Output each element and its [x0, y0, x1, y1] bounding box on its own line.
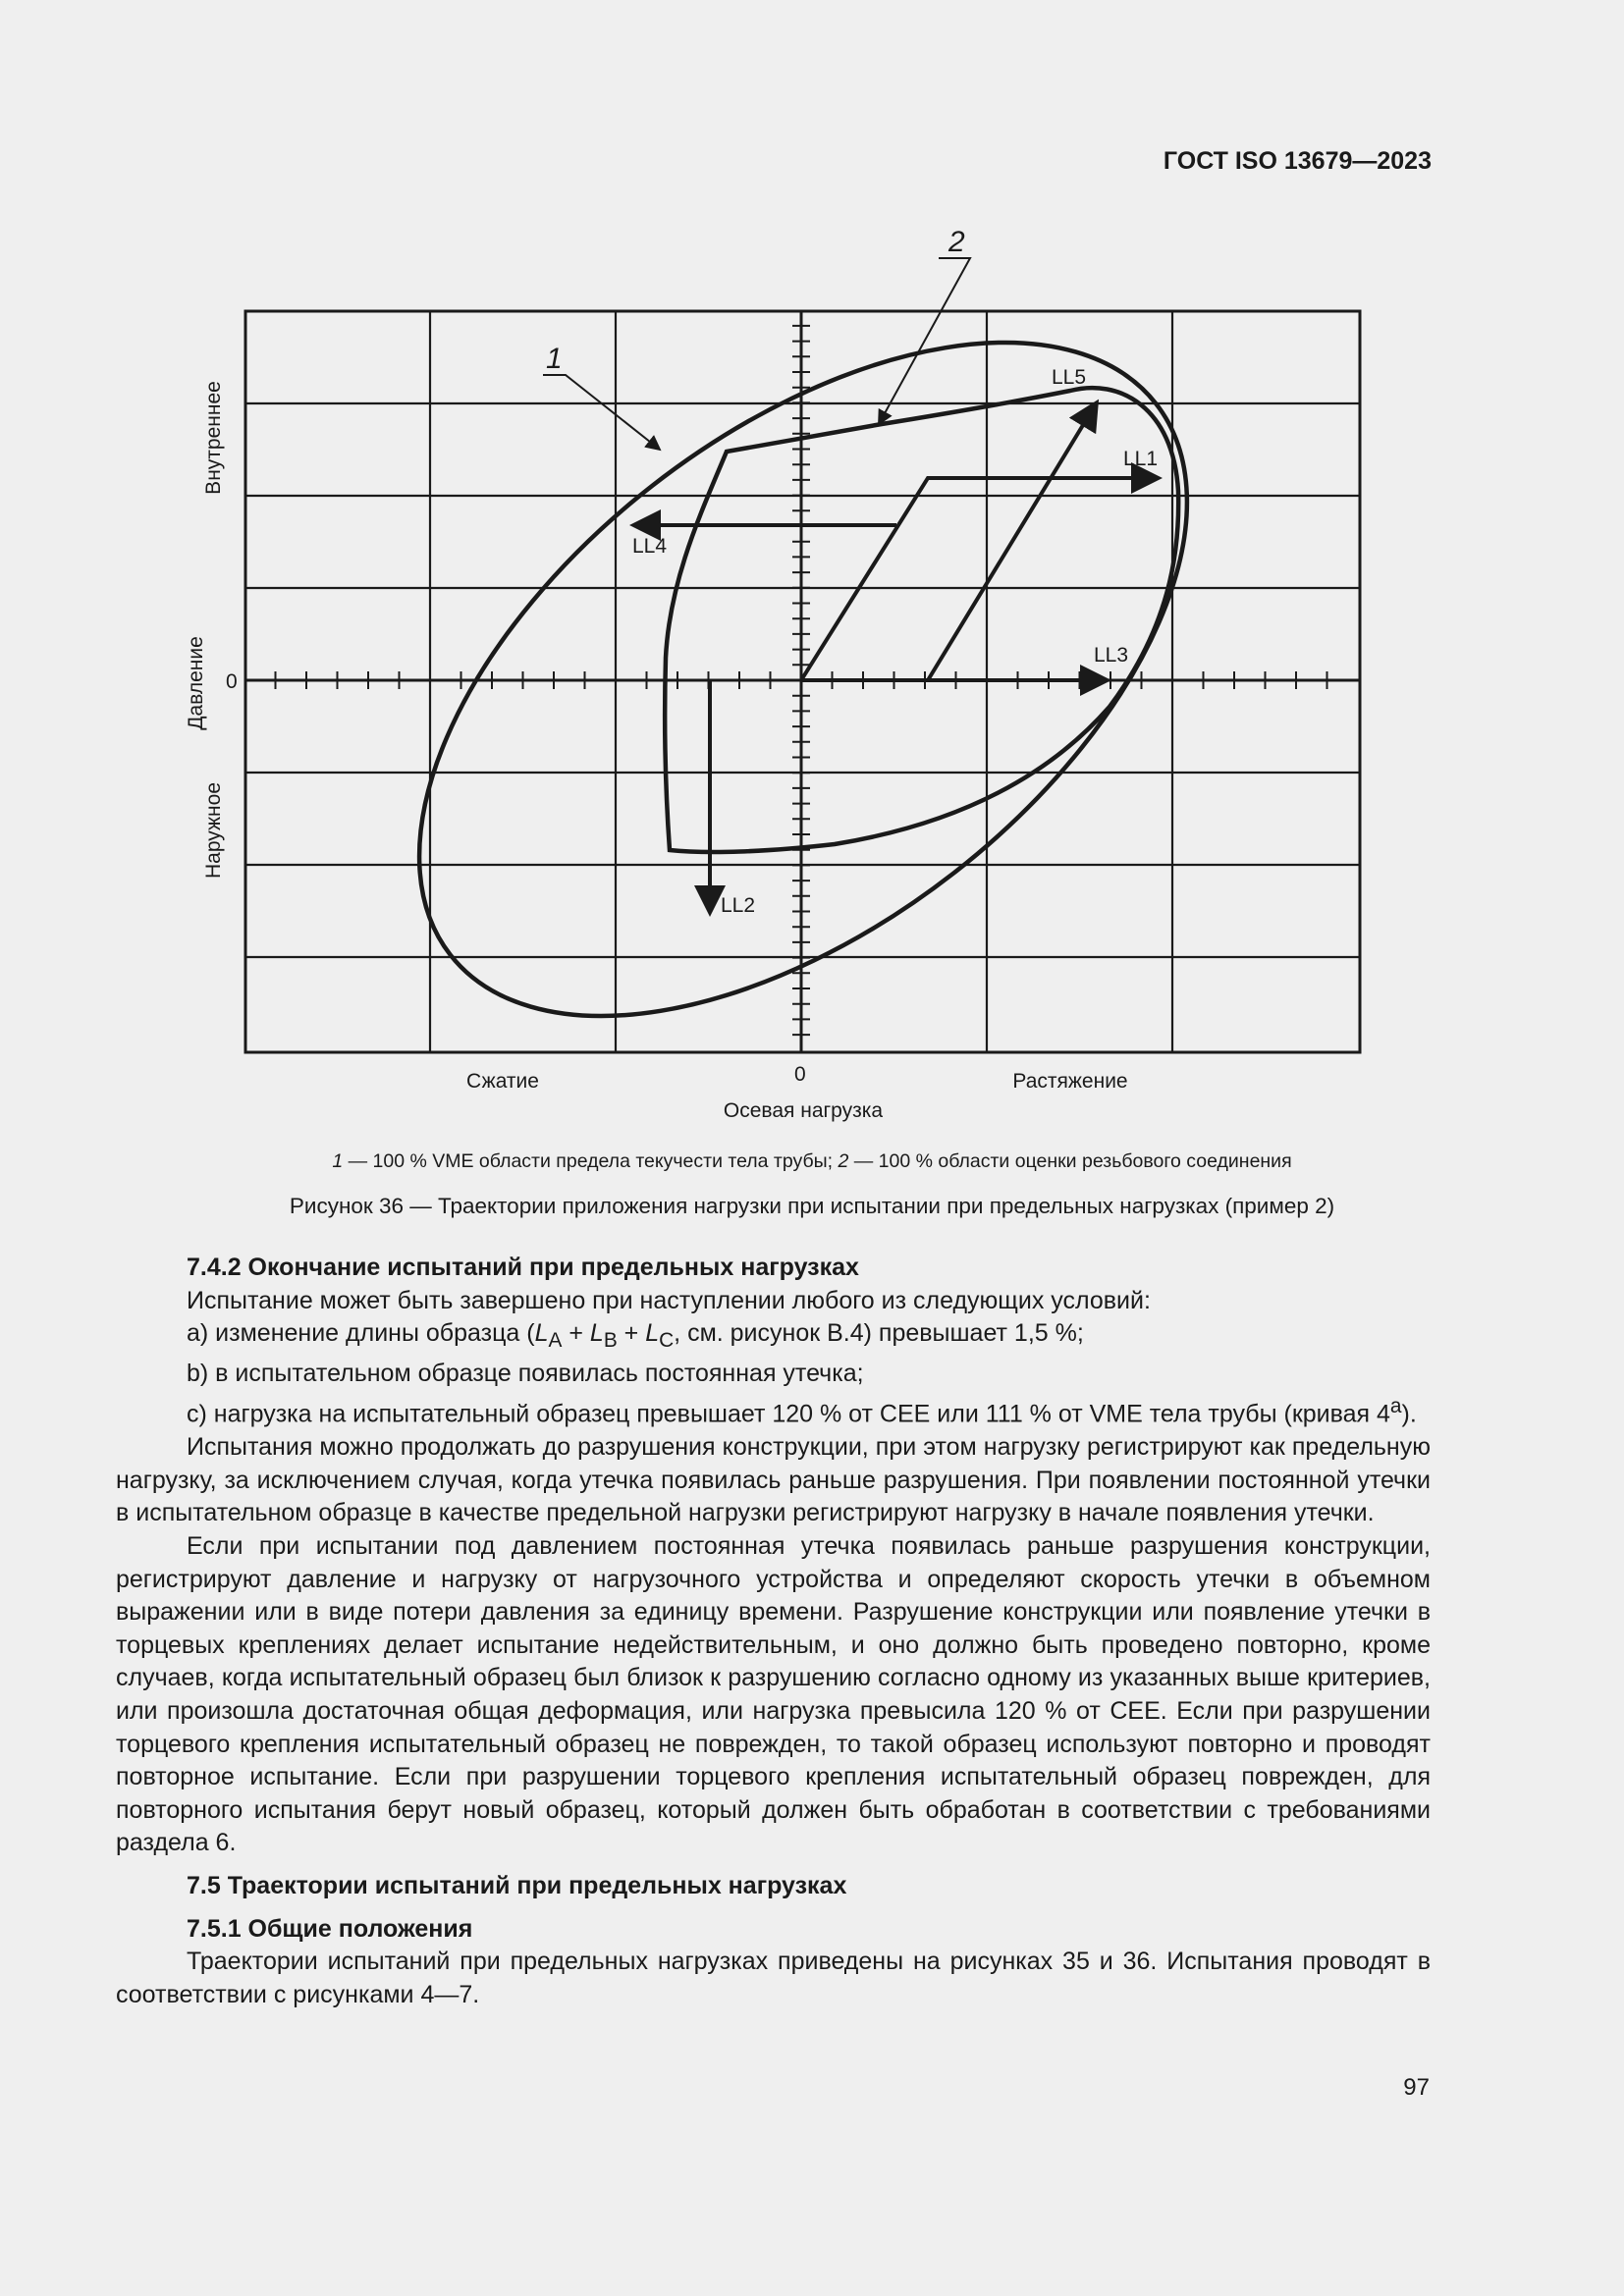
y-label-external: Наружное: [202, 781, 225, 880]
legend-key-2: 2: [838, 1150, 849, 1172]
legend-text-2: — 100 % области оценки резьбового соединения: [848, 1150, 1292, 1172]
figure-legend: [0, 1150, 1624, 1173]
heading-7-5-1: 7.5.1 Общие положения: [187, 1914, 473, 1943]
ll2-label: LL2: [721, 894, 756, 917]
legend-text-1: — 100 % VME области предела текучести тела трубы;: [343, 1150, 839, 1172]
list-item-c: c) нагрузка на испытательный образец превышает 120 % от CEE или 111 % от VME тела трубы (кривая 4$^a$).: [187, 1395, 1417, 1428]
paragraph-intro: Испытание может быть завершено при наступлении любого из следующих условий:: [187, 1286, 1151, 1314]
paragraph-2: Если при испытании под давлением постоянная утечка появилась раньше разрушения конструкции, регистрируют давление и нагрузку от нагрузочного устройства и определяют скорость утечки в объемном выражении или в виде потери давления за единицу времени. Разрушение конструкции или появление утечки в торцевых креплениях делает испытание недействительным, и оно должно быть проведено повторно, кроме случаев, когда испытательный образец был близок к разрушению согласно одному из указанных выше критериев, или произошла достаточная общая деформация, или нагрузка превысила 120 % от CEE. Если при разрушении торцевого крепления испытательный образец не поврежден, то такой образец используют повторно и проводят повторное испытание. Если при разрушении торцевого крепления испытательный образец поврежден, для повторного испытания берут новый образец, который должен быть обработан в соответствии с требованиями раздела 6.: [116, 1532, 1431, 1857]
curve-2-connection-envelope: [665, 388, 1178, 852]
y-zero-label: 0: [226, 670, 238, 693]
heading-7-5: 7.5 Траектории испытаний при предельных нагрузках: [187, 1872, 847, 1900]
y-label-pressure: Давление: [185, 636, 207, 730]
body-text: [116, 1252, 1431, 2011]
path-ll5: [928, 402, 1097, 680]
list-item-b: b) в испытательном образце появилась постоянная утечка;: [187, 1359, 864, 1387]
paragraph-7-5-1: Траектории испытаний при предельных нагрузках приведены на рисунках 35 и 36. Испытания проводят в соответствии с рисунками 4—7.: [116, 1948, 1431, 2008]
ll5-label: LL5: [1052, 366, 1087, 389]
legend-key-1: 1: [332, 1150, 344, 1172]
x-right-label: Растяжение: [1012, 1070, 1128, 1093]
list-item-a: a) изменение длины образца ($L_A + L_B + L_C$, см. рисунок B.4) превышает 1,5 %;: [187, 1319, 1084, 1353]
document-header: ГОСТ ISO 13679—2023: [1163, 147, 1432, 175]
x-zero-label: 0: [794, 1063, 806, 1086]
figure-caption: Рисунок 36 — Траектории приложения нагрузки при испытании при предельных нагрузках (пример 2): [289, 1194, 1335, 1218]
callout-2-label: 2: [948, 226, 965, 258]
callout-1-label: 1: [546, 343, 563, 375]
y-label-internal: Внутреннее: [202, 381, 225, 495]
ll3-label: LL3: [1094, 644, 1129, 667]
load-paths: [633, 402, 1159, 913]
paragraph-1: Испытания можно продолжать до разрушения конструкции, при этом нагрузку регистрируют как предельную нагрузку, за исключением случая, когда утечка появилась раньше разрушения. При появлении постоянной утечки в испытательном образце в качестве предельной нагрузки регистрируют нагрузку в начале появления утечки.: [116, 1433, 1431, 1527]
ll1-label: LL1: [1123, 448, 1159, 470]
x-axis-title: Осевая нагрузка: [723, 1099, 884, 1122]
heading-7-4-2: 7.4.2 Окончание испытаний при предельных нагрузках: [187, 1254, 859, 1281]
page-number: 97: [1403, 2074, 1430, 2101]
x-left-label: Сжатие: [466, 1070, 539, 1093]
ll4-label: LL4: [632, 535, 668, 558]
